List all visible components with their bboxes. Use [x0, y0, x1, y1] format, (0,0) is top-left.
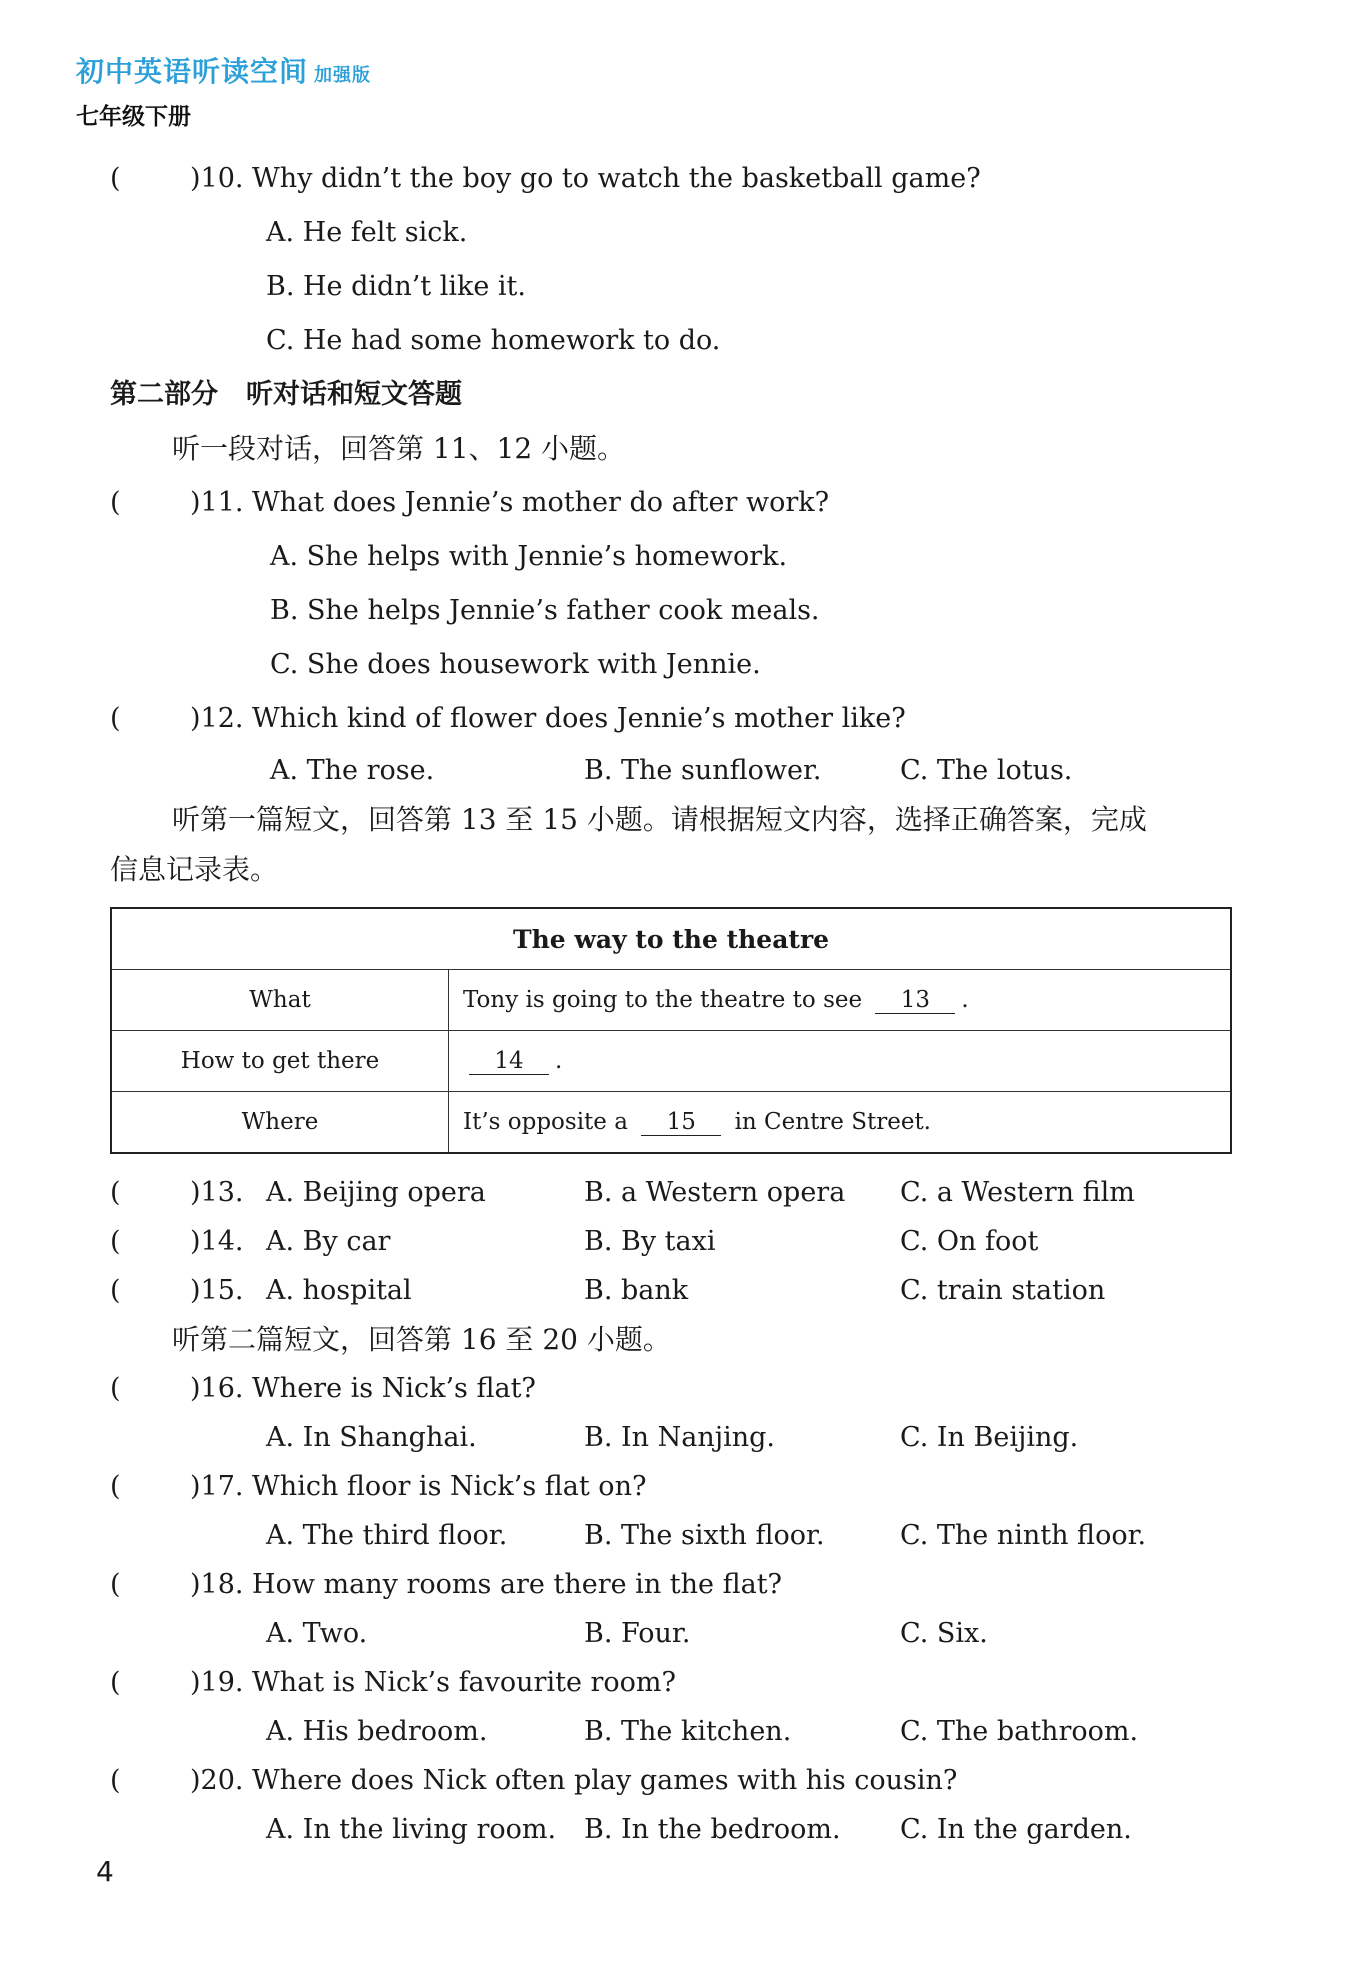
option-c: C. In Beijing. [900, 1422, 1079, 1453]
row-text-end: in Centre Street. [734, 1108, 931, 1135]
option-row [110, 638, 1240, 692]
option-b: B. The kitchen. [584, 1716, 792, 1747]
option-a: A. By car [266, 1226, 391, 1257]
table-row [111, 970, 1231, 1031]
section-part: 第二部分 [110, 379, 218, 410]
option-c: C. train station [900, 1275, 1106, 1306]
question-text: )17. Which floor is Nick’s flat on? [190, 1471, 647, 1502]
section-name: 听对话和短文答题 [246, 379, 462, 410]
option-c: C. a Western film [900, 1177, 1135, 1208]
answer-paren[interactable]: ( [110, 1471, 121, 1502]
row-value [449, 1031, 1232, 1092]
instruction-passage-2: 听第二篇短文，回答第 16 至 20 小题。 [172, 1323, 671, 1356]
question-text: )11. What does Jennie’s mother do after work? [190, 487, 830, 518]
section-title [110, 368, 1240, 422]
answer-blank[interactable]: 13 [875, 987, 955, 1014]
row-label: How to get there [111, 1031, 449, 1092]
option-c: C. On foot [900, 1226, 1039, 1257]
table-title: The way to the theatre [111, 908, 1231, 970]
question-12 [110, 692, 1240, 746]
option-row [110, 746, 1240, 795]
question-text: )12. Which kind of flower does Jennie’s mother like? [190, 703, 906, 734]
question-17 [110, 1462, 1240, 1511]
question-10 [110, 152, 1240, 206]
question-16 [110, 1364, 1240, 1413]
option-row [110, 584, 1240, 638]
answer-paren[interactable]: ( [110, 1226, 121, 1257]
page-header [76, 50, 371, 131]
option-a: A. Beijing opera [266, 1177, 486, 1208]
option-a: A. His bedroom. [266, 1716, 488, 1747]
question-18 [110, 1560, 1240, 1609]
row-text-end: . [961, 986, 969, 1013]
row-text: Tony is going to the theatre to see [463, 986, 863, 1013]
question-text: )19. What is Nick’s favourite room? [190, 1667, 676, 1698]
option-row [110, 1805, 1240, 1854]
option-b: B. Four. [584, 1618, 691, 1649]
option-row [110, 1413, 1240, 1462]
page-number: 4 [96, 1855, 114, 1888]
row-text: It’s opposite a [463, 1108, 628, 1135]
question-text: )20. Where does Nick often play games with his cousin? [190, 1765, 958, 1796]
option-row [110, 1707, 1240, 1756]
question-15 [110, 1266, 1240, 1315]
option-a: A. The third floor. [266, 1520, 508, 1551]
option-a: A. In the living room. [266, 1814, 557, 1845]
option-a: A. She helps with Jennie’s homework. [270, 541, 788, 572]
option-b: B. He didn’t like it. [266, 271, 526, 302]
question-20 [110, 1756, 1240, 1805]
question-text: )18. How many rooms are there in the flat? [190, 1569, 783, 1600]
instruction-passage-1 [110, 795, 1240, 895]
option-b: B. By taxi [584, 1226, 716, 1257]
option-a: A. He felt sick. [266, 217, 468, 248]
answer-paren[interactable]: ( [110, 1275, 121, 1306]
answer-paren[interactable]: ( [110, 1667, 121, 1698]
option-b: B. The sixth floor. [584, 1520, 825, 1551]
answer-paren[interactable]: ( [110, 1373, 121, 1404]
table-row [111, 1031, 1231, 1092]
option-row [110, 206, 1240, 260]
question-number: )14. [190, 1226, 244, 1257]
brand-title [76, 50, 371, 90]
instruction-dialogue: 听一段对话，回答第 11、12 小题。 [172, 432, 626, 465]
answer-paren[interactable]: ( [110, 1765, 121, 1796]
option-c: C. Six. [900, 1618, 988, 1649]
row-label: Where [111, 1092, 449, 1154]
answer-blank[interactable]: 14 [469, 1048, 549, 1075]
row-value [449, 1092, 1232, 1154]
option-c: C. The ninth floor. [900, 1520, 1147, 1551]
answer-paren[interactable]: ( [110, 1569, 121, 1600]
row-label: What [111, 970, 449, 1031]
table-row [111, 1092, 1231, 1154]
question-text: )16. Where is Nick’s flat? [190, 1373, 536, 1404]
brand-edition: 加强版 [314, 65, 372, 86]
answer-paren[interactable]: ( [110, 1177, 121, 1208]
option-b: B. She helps Jennie’s father cook meals. [270, 595, 820, 626]
answer-paren[interactable]: ( [110, 487, 121, 518]
option-row [110, 530, 1240, 584]
option-row [110, 314, 1240, 368]
option-a: A. hospital [266, 1275, 412, 1306]
option-row [110, 1609, 1240, 1658]
question-number: )13. [190, 1177, 244, 1208]
option-a: A. Two. [266, 1618, 368, 1649]
question-number: )15. [190, 1275, 244, 1306]
option-c: C. The bathroom. [900, 1716, 1139, 1747]
row-value [449, 970, 1232, 1031]
option-b: B. In the bedroom. [584, 1814, 841, 1845]
answer-paren[interactable]: ( [110, 703, 121, 734]
instruction-line-1: 听第一篇短文，回答第 13 至 15 小题。请根据短文内容，选择正确答案，完成 [172, 803, 1147, 836]
option-b: B. bank [584, 1275, 689, 1306]
info-record-table [110, 907, 1232, 1154]
instruction-line-2: 信息记录表。 [110, 853, 279, 886]
option-c: C. The lotus. [900, 755, 1073, 786]
brand-name: 初中英语听读空间 [76, 55, 309, 88]
option-b: B. The sunflower. [584, 755, 822, 786]
answer-paren[interactable]: ( [110, 163, 121, 194]
question-text: )10. Why didn’t the boy go to watch the basketball game? [190, 163, 981, 194]
question-19 [110, 1658, 1240, 1707]
row-text-end: . [555, 1047, 563, 1074]
option-c: C. She does housework with Jennie. [270, 649, 761, 680]
answer-blank[interactable]: 15 [641, 1109, 721, 1136]
option-row [110, 1511, 1240, 1560]
grade-label: 七年级下册 [76, 103, 191, 130]
option-c: C. He had some homework to do. [266, 325, 721, 356]
option-b: B. In Nanjing. [584, 1422, 776, 1453]
option-a: A. In Shanghai. [266, 1422, 477, 1453]
question-13 [110, 1168, 1240, 1217]
option-c: C. In the garden. [900, 1814, 1132, 1845]
option-b: B. a Western opera [584, 1177, 846, 1208]
question-14 [110, 1217, 1240, 1266]
worksheet-body [110, 152, 1240, 1854]
option-row [110, 260, 1240, 314]
question-11 [110, 476, 1240, 530]
option-a: A. The rose. [270, 755, 435, 786]
